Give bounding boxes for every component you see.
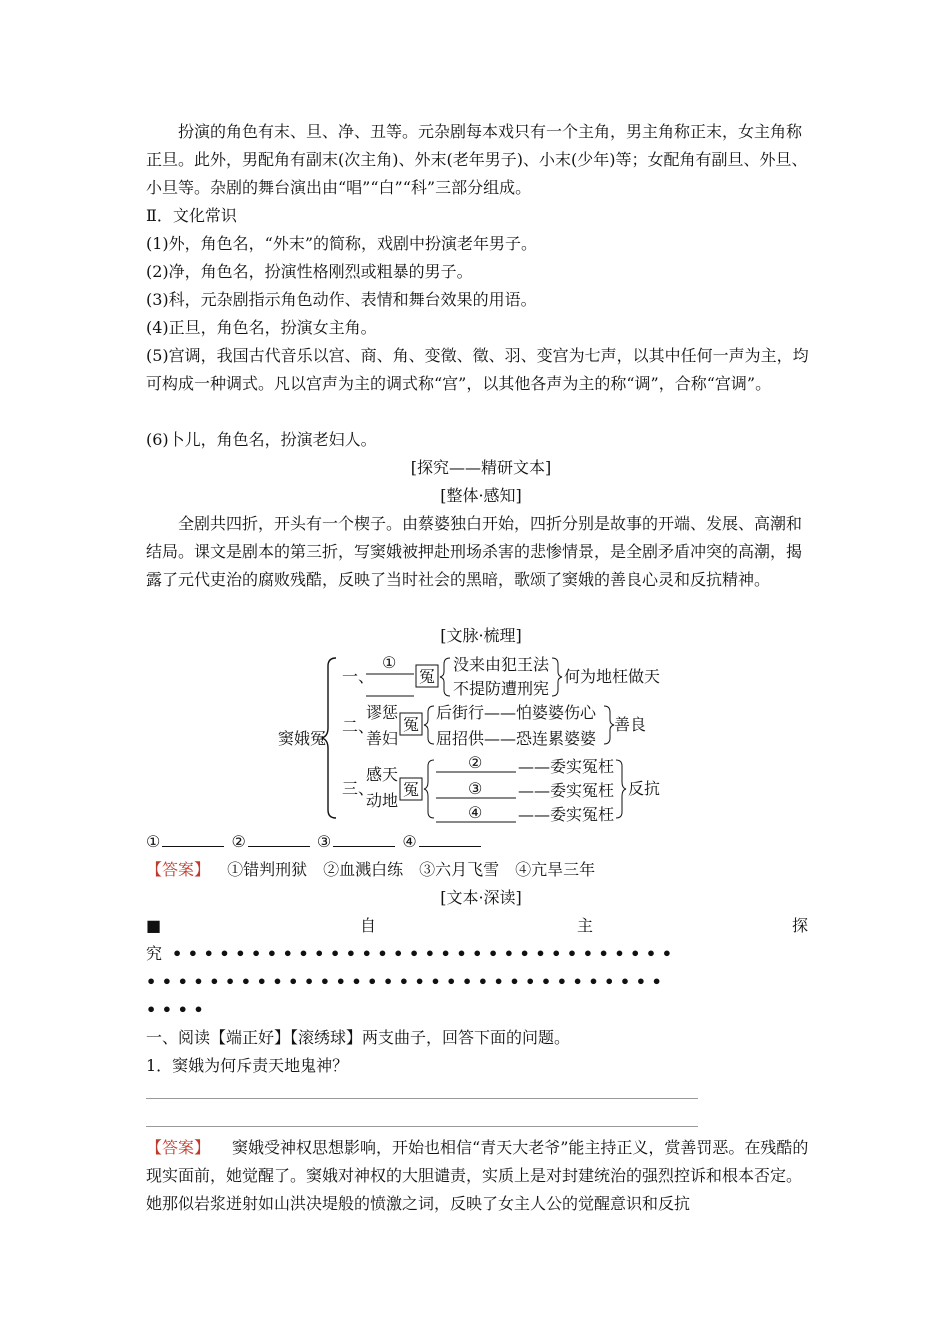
blank-line: [333, 832, 395, 847]
section-overall-heading: [整体·感知]: [440, 486, 522, 505]
branch2-label: 二、: [342, 717, 375, 736]
square-marker: ■: [146, 916, 162, 935]
branch1-result: 何为地枉做天: [564, 667, 661, 686]
section-structure-heading: [文脉·梳理]: [440, 626, 522, 645]
branch2-item: 后街行——怕婆婆伤心: [436, 703, 597, 722]
branch3-label: 三、: [342, 779, 375, 798]
answer2-text: 窦娥受神权思想影响，开始也相信“青天大老爷”能主持正义，赏善罚恶。在残酷的现实面前，她觉醒了。窦娥对神权的大胆谴责，实质上是对封建统治的强烈控诉和根本否定。她那似岩浆迸射如山洪决堤般的愤激之词，反映了女主人公的觉醒意识和反抗: [146, 1138, 809, 1213]
branch3-suffix: ——委实冤枉: [518, 805, 615, 824]
culture-item: (1)外，角色名，“外末”的简称，戏剧中扮演老年男子。: [146, 234, 538, 253]
branch2-left: 谬惩: [366, 703, 399, 722]
question-intro: 一、阅读【端正好】【滚绣球】两支曲子，回答下面的问题。: [146, 1028, 571, 1047]
culture-heading: Ⅱ．文化常识: [146, 206, 237, 225]
structure-diagram: [270, 650, 690, 828]
heading-char: 究: [146, 944, 163, 963]
branch2-item: 屈招供——恐连累婆婆: [436, 729, 597, 748]
culture-item: (6)卜儿，角色名，扮演老妇人。: [146, 430, 377, 449]
overall-paragraph: 全剧共四折，开头有一个楔子。由蔡婆独白开始，四折分别是故事的开端、发展、高潮和结局。课文是剧本的第三折，写窦娥被押赴刑场杀害的悲惨情景，是全剧矛盾冲突的高潮，揭露了元代吏治的腐败残酷，反映了当时社会的黑暗，歌颂了窦娥的善良心灵和反抗精神。: [146, 514, 803, 589]
culture-item: (2)净，角色名，扮演性格刚烈或粗暴的男子。: [146, 262, 473, 281]
culture-item: (3)科，元杂剧指示角色动作、表情和舞台效果的用语。: [146, 290, 537, 309]
answer-tag: 【答案】: [146, 1138, 211, 1157]
branch3-result: 反抗: [628, 779, 661, 798]
answer-text: ①错判刑狱 ②血溅白练 ③六月飞雪 ④亢旱三年: [227, 860, 596, 879]
branch3-suffix: ——委实冤枉: [518, 757, 615, 776]
branch1-label: 一、: [342, 667, 375, 686]
answer-line: [146, 1098, 698, 1099]
box-text: 冤: [403, 715, 420, 734]
culture-item: (4)正旦，角色名，扮演女主角。: [146, 318, 377, 337]
dots-line: • • • • • • • • • • • • • • • • • • • • • • • • • • • • • • • • •: [146, 972, 662, 991]
box-text: 冤: [403, 780, 420, 799]
dots-line: • • • • • • • • • • • • • • • • • • • • • • • • • • • • • • • •: [172, 944, 672, 963]
branch1-blank-num: ①: [382, 653, 397, 672]
culture-item: (5)宫调，我国古代音乐以宫、商、角、变徵、徵、羽、变宫为七声，以其中任何一声为主，均可构成一种调式。凡以宫声为主的调式称“宫”，以其他各声为主的称“调”，合称“宫调”。: [146, 346, 809, 393]
branch3-left: 动地: [366, 791, 399, 810]
blanks-row: [146, 828, 816, 856]
question-1: 1．窦娥为何斥责天地鬼神？: [146, 1056, 349, 1075]
section-explore-heading: [探究——精研文本]: [410, 458, 552, 477]
box-text: 冤: [419, 667, 436, 686]
branch3-blank-num: ④: [468, 803, 483, 822]
blank-number: ③: [316, 832, 332, 851]
heading-char: 主: [577, 916, 594, 935]
branch2-left: 善妇: [366, 729, 399, 748]
branch3-blank-num: ③: [468, 779, 483, 798]
dots-line: • • • •: [146, 1000, 204, 1019]
heading-char: 自: [360, 916, 377, 935]
blank-line: [162, 832, 224, 847]
blank-number: ④: [402, 832, 417, 851]
intro-paragraph: 扮演的角色有末、旦、净、丑等。元杂剧每本戏只有一个主角，男主角称正末，女主角称正旦。此外，男配角有副末(次主角)、外末(老年男子)、小末(少年)等；女配角有副旦、外旦、小旦等。杂剧的舞台演出由“唱”“白”“科”三部分组成。: [146, 122, 808, 197]
branch3-suffix: ——委实冤枉: [518, 781, 615, 800]
blank-line: [419, 832, 481, 847]
branch3-left: 感天: [366, 765, 399, 784]
section-deep-heading: [文本·深读]: [440, 888, 522, 907]
blank-line: [248, 832, 310, 847]
answer2-paragraph: [146, 1134, 816, 1218]
blank-number: ②: [231, 832, 246, 851]
answer-line: [146, 1126, 698, 1127]
diagram-root: 窦娥冤: [278, 729, 327, 748]
answer-row: [146, 856, 816, 884]
branch1-item: 没来由犯王法: [453, 655, 550, 674]
branch1-item: 不提防遭刑宪: [453, 679, 550, 698]
heading-char: 探: [792, 916, 809, 935]
answer-tag: 【答案】: [146, 860, 211, 879]
branch2-result: 善良: [614, 715, 647, 734]
branch3-blank-num: ②: [468, 753, 483, 772]
blank-number: ①: [146, 832, 161, 851]
